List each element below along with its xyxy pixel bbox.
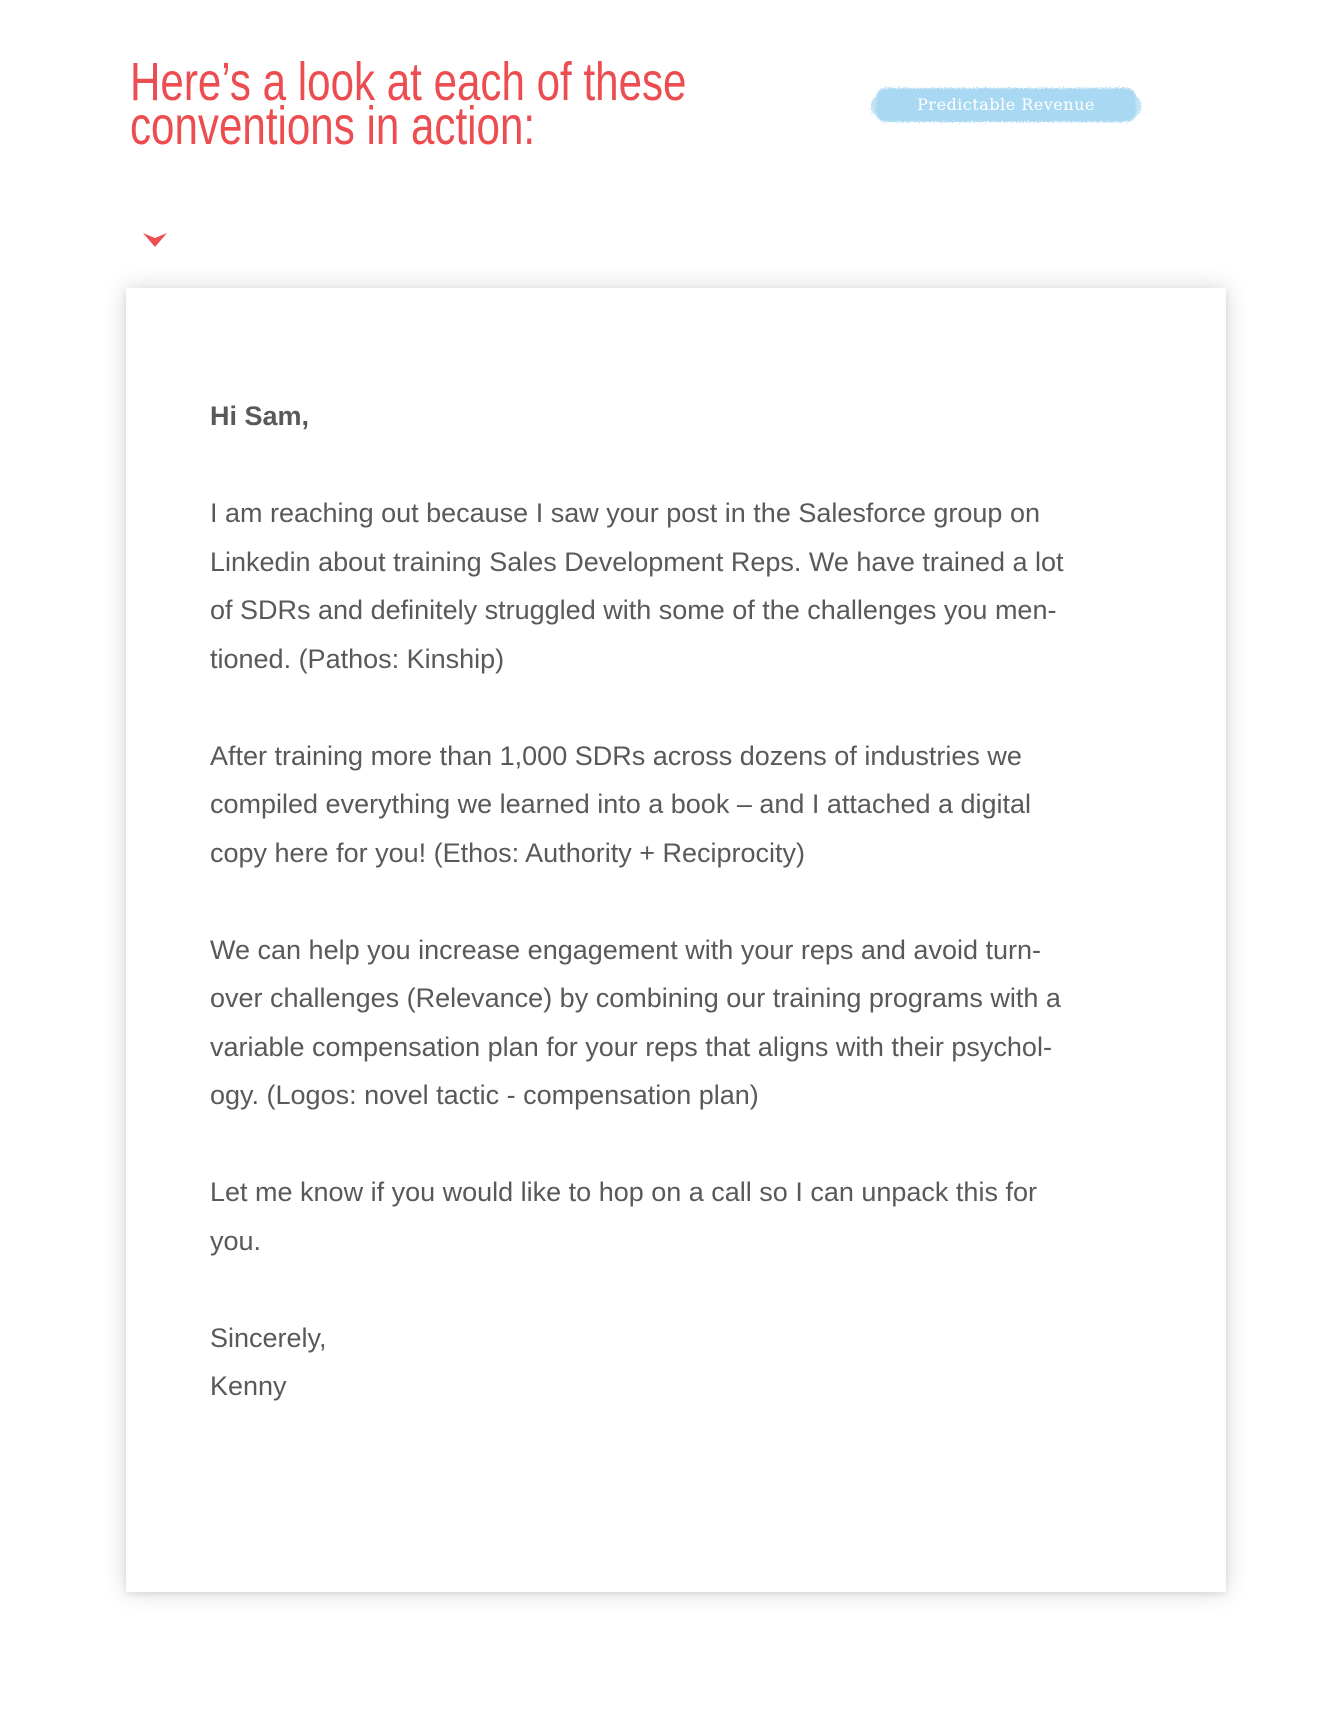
letter-paragraph-1 [210, 489, 1110, 683]
letter-closing: Sincerely, [210, 1322, 327, 1353]
paragraph-line: ogy. (Logos: novel tactic - compensation plan) [210, 1080, 759, 1110]
page-heading [130, 52, 687, 156]
paragraph-line: of SDRs and definitely struggled with some of the challenges you men- [210, 595, 1057, 625]
predictable-revenue-badge [868, 80, 1144, 130]
letter-greeting: Hi Sam, [210, 401, 310, 431]
letter-sign-off [210, 1314, 1110, 1411]
email-letter-card [126, 288, 1226, 1592]
heading-line-1: Here’s a look at each of these [130, 52, 687, 112]
chevron-down-icon [143, 233, 167, 247]
paragraph-line: Linkedin about training Sales Development Reps. We have trained a lot [210, 546, 1064, 577]
paragraph-line: you. [210, 1225, 262, 1256]
letter-paragraph-3 [210, 926, 1110, 1120]
paragraph-line: over challenges (Relevance) by combining our training programs with a [210, 983, 1061, 1013]
letter-body [210, 392, 1110, 1411]
paragraph-line: tioned. (Pathos: Kinship) [210, 643, 505, 674]
paragraph-line: compiled everything we learned into a book – and I attached a digital [210, 789, 1032, 819]
paragraph-line: Let me know if you would like to hop on a call so I can unpack this for [210, 1177, 1037, 1207]
paragraph-line: After training more than 1,000 SDRs across dozens of industries we [210, 740, 1022, 771]
letter-signature: Kenny [210, 1371, 287, 1401]
letter-paragraph-2 [210, 732, 1110, 878]
paragraph-line: We can help you increase engagement with your reps and avoid turn- [210, 934, 1041, 965]
letter-paragraph-4 [210, 1168, 1110, 1265]
heading-line-2: conventions in action: [130, 96, 536, 156]
paragraph-line: copy here for you! (Ethos: Authority + Reciprocity) [210, 837, 806, 868]
paragraph-line: I am reaching out because I saw your post in the Salesforce group on [210, 498, 1040, 528]
badge-label: Predictable Revenue [917, 95, 1095, 114]
paragraph-line: variable compensation plan for your reps that aligns with their psychol- [210, 1031, 1052, 1062]
